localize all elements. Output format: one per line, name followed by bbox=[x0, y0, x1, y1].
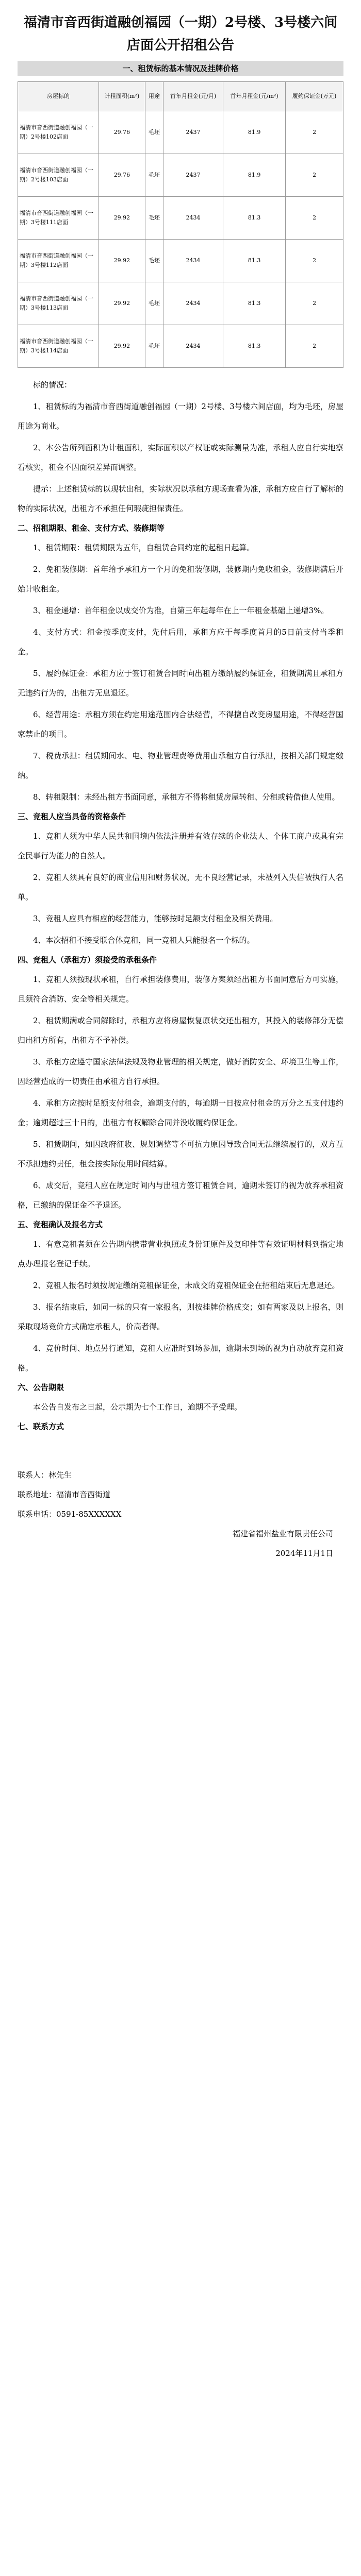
table-cell: 福清市音西街道融创福园（一期）2号楼102店面 bbox=[18, 111, 99, 154]
body-paragraph: 本公告自发布之日起，公示期为七个工作日，逾期不予受理。 bbox=[33, 1402, 242, 1412]
table-header: 用途 bbox=[145, 82, 163, 111]
body-paragraph: 4、承租方应按时足额支付租金，逾期支付的，每逾期一日按应付租金的万分之五支付违约金；逾期超过三十日的，出租方有权解除合同并没收履约保证金。 bbox=[18, 1098, 343, 1127]
table-cell: 2 bbox=[286, 111, 343, 154]
table-row bbox=[18, 325, 343, 368]
body-paragraph: 1、竞租人须按现状承租，自行承担装修费用，装修方案须经出租方书面同意后方可实施，且须符合消防、安全等相关规定。 bbox=[18, 975, 343, 1004]
body-paragraph: 2、竞租人须具有良好的商业信用和财务状况，无不良经营记录，未被列入失信被执行人名单。 bbox=[18, 873, 343, 902]
table-cell: 2434 bbox=[163, 197, 223, 240]
table-cell: 福清市音西街道融创福园（一期）3号楼113店面 bbox=[18, 282, 99, 325]
property-table bbox=[18, 81, 343, 368]
table-cell: 2 bbox=[286, 282, 343, 325]
table-cell: 2 bbox=[286, 240, 343, 282]
table-cell: 81.3 bbox=[223, 325, 286, 368]
table-cell: 81.3 bbox=[223, 240, 286, 282]
contact-phone: 联系电话：0591-85XXXXXX bbox=[18, 1510, 122, 1519]
table-row bbox=[18, 111, 343, 154]
table-row bbox=[18, 154, 343, 197]
table-row bbox=[18, 282, 343, 325]
body-paragraph: 1、租赁标的为福清市音西街道融创福园（一期）2号楼、3号楼六间店面，均为毛坯，房屋用途为商业。 bbox=[18, 402, 343, 431]
table-header: 房屋标的 bbox=[18, 82, 99, 111]
table-cell: 2434 bbox=[163, 325, 223, 368]
body-paragraph: 2、免租装修期：首年给予承租方一个月的免租装修期，装修期内免收租金，装修期满后开始计收租金。 bbox=[18, 565, 343, 594]
body-paragraph: 1、竞租人须为中华人民共和国境内依法注册并有效存续的企业法人、个体工商户或具有完全民事行为能力的自然人。 bbox=[18, 832, 343, 860]
table-cell: 29.92 bbox=[99, 325, 145, 368]
table-row bbox=[18, 240, 343, 282]
body-paragraph: 5、履约保证金：承租方应于签订租赁合同时向出租方缴纳履约保证金，租赁期满且承租方无违约行为的，出租方无息退还。 bbox=[18, 669, 343, 698]
table-row bbox=[18, 197, 343, 240]
table-cell: 29.92 bbox=[99, 282, 145, 325]
table-cell: 2434 bbox=[163, 282, 223, 325]
table-cell: 29.76 bbox=[99, 111, 145, 154]
table-cell: 81.3 bbox=[223, 282, 286, 325]
notice-title: 福清市音西街道融创福园（一期）2号楼、3号楼六间店面公开招租公告 bbox=[23, 15, 338, 53]
signature-org: 福建省福州盐业有限责任公司 bbox=[232, 1529, 333, 1538]
table-cell: 81.3 bbox=[223, 197, 286, 240]
table-header-row bbox=[18, 82, 343, 111]
table-cell: 29.92 bbox=[99, 240, 145, 282]
contact-person: 联系人：林先生 bbox=[18, 1470, 72, 1480]
table-cell: 福清市音西街道融创福园（一期）3号楼114店面 bbox=[18, 325, 99, 368]
body-paragraph: 4、竞价时间、地点另行通知，竞租人应准时到场参加，逾期未到场的视为自动放弃竞租资格。 bbox=[18, 1344, 343, 1372]
contact-address: 联系地址：福清市音西街道 bbox=[18, 1490, 111, 1499]
section-subheading: 五、竞租确认及报名方式 bbox=[18, 1220, 103, 1229]
table-cell: 毛坯 bbox=[145, 154, 163, 197]
body-paragraph: 2、本公告所列面积为计租面积，实际面积以产权证或实际测量为准，承租人应自行实地察看核实，租金不因面积差异而调整。 bbox=[18, 443, 343, 472]
body-paragraph: 7、税费承担：租赁期间水、电、物业管理费等费用由承租方自行承担，按相关部门规定缴纳。 bbox=[18, 751, 343, 780]
table-header: 首年月租金(元/m²) bbox=[223, 82, 286, 111]
table-cell: 2437 bbox=[163, 154, 223, 197]
table-cell: 毛坯 bbox=[145, 111, 163, 154]
signature-date: 2024年11月1日 bbox=[275, 1549, 333, 1558]
table-cell: 2437 bbox=[163, 111, 223, 154]
section-subheading: 七、联系方式 bbox=[18, 1422, 64, 1431]
section-subheading: 三、竞租人应当具备的资格条件 bbox=[18, 812, 126, 821]
body-paragraph: 1、有意竞租者须在公告期内携带营业执照或身份证原件及复印件等有效证明材料到指定地点办理报名登记手续。 bbox=[18, 1240, 343, 1268]
table-header: 计租面积(m²) bbox=[99, 82, 145, 111]
notice-body bbox=[18, 375, 343, 1434]
table-cell: 2434 bbox=[163, 240, 223, 282]
table-header: 首年月租金(元/月) bbox=[163, 82, 223, 111]
body-paragraph: 6、成交后，竞租人应在规定时间内与出租方签订租赁合同，逾期未签订的视为放弃承租资格，已缴纳的保证金不予退还。 bbox=[18, 1181, 343, 1210]
body-paragraph: 3、竞租人应具有相应的经营能力，能够按时足额支付租金及相关费用。 bbox=[33, 914, 278, 923]
table-cell: 2 bbox=[286, 197, 343, 240]
table-cell: 毛坯 bbox=[145, 240, 163, 282]
body-paragraph: 2、租赁期满或合同解除时，承租方应将房屋恢复原状交还出租方，其投入的装修部分无偿归出租方所有，出租方不予补偿。 bbox=[18, 1016, 343, 1045]
section-subheading: 四、竞租人（承租方）须接受的承租条件 bbox=[18, 955, 157, 964]
table-cell: 29.76 bbox=[99, 154, 145, 197]
table-cell: 福清市音西街道融创福园（一期）2号楼103店面 bbox=[18, 154, 99, 197]
table-cell: 福清市音西街道融创福园（一期）3号楼111店面 bbox=[18, 197, 99, 240]
body-paragraph: 3、报名结束后，如同一标的只有一家报名，则按挂牌价格成交；如有两家及以上报名，则采取现场竞价方式确定承租人，价高者得。 bbox=[18, 1302, 343, 1331]
section-subheading: 二、招租期限、租金、支付方式、装修期等 bbox=[18, 523, 165, 533]
table-cell: 81.9 bbox=[223, 154, 286, 197]
table-cell: 2 bbox=[286, 325, 343, 368]
table-cell: 29.92 bbox=[99, 197, 145, 240]
body-paragraph: 3、承租方应遵守国家法律法规及物业管理的相关规定，做好消防安全、环境卫生等工作，因经营造成的一切责任由承租方自行承担。 bbox=[18, 1057, 343, 1086]
contact-block bbox=[18, 1465, 343, 1524]
body-paragraph: 2、竞租人报名时须按规定缴纳竞租保证金，未成交的竞租保证金在招租结束后无息退还。 bbox=[33, 1281, 340, 1290]
table-cell: 毛坯 bbox=[145, 325, 163, 368]
table-header: 履约保证金(万元) bbox=[286, 82, 343, 111]
body-paragraph: 8、转租限制：未经出租方书面同意，承租方不得将租赁房屋转租、分租或转借他人使用。 bbox=[33, 792, 340, 802]
table-cell: 福清市音西街道融创福园（一期）3号楼112店面 bbox=[18, 240, 99, 282]
body-paragraph: 5、租赁期间，如因政府征收、规划调整等不可抗力原因导致合同无法继续履行的，双方互不承担违约责任，租金按实际使用时间结算。 bbox=[18, 1140, 343, 1168]
body-paragraph: 标的情况： bbox=[33, 380, 72, 389]
body-paragraph: 4、支付方式：租金按季度支付，先付后用，承租方应于每季度首月的5日前支付当季租金。 bbox=[18, 628, 343, 656]
body-paragraph: 1、租赁期限：租赁期限为五年，自租赁合同约定的起租日起算。 bbox=[33, 543, 255, 552]
body-paragraph: 6、经营用途：承租方须在约定用途范围内合法经营，不得擅自改变房屋用途，不得经营国家禁止的项目。 bbox=[18, 710, 343, 739]
table-cell: 毛坯 bbox=[145, 282, 163, 325]
body-paragraph: 4、本次招租不接受联合体竞租，同一竞租人只能报名一个标的。 bbox=[33, 936, 255, 945]
body-paragraph: 3、租金递增：首年租金以成交价为准，自第三年起每年在上一年租金基础上递增3%。 bbox=[33, 606, 329, 615]
section-subheading: 六、公告期限 bbox=[18, 1383, 64, 1392]
body-paragraph: 提示：上述租赁标的以现状出租，实际状况以承租方现场查看为准，承租方应自行了解标的物的实际状况，出租方不承担任何瑕疵担保责任。 bbox=[18, 484, 343, 513]
table-cell: 毛坯 bbox=[145, 197, 163, 240]
table-cell: 81.9 bbox=[223, 111, 286, 154]
table-cell: 2 bbox=[286, 154, 343, 197]
section-header-1: 一、租赁标的基本情况及挂牌价格 bbox=[18, 61, 343, 76]
